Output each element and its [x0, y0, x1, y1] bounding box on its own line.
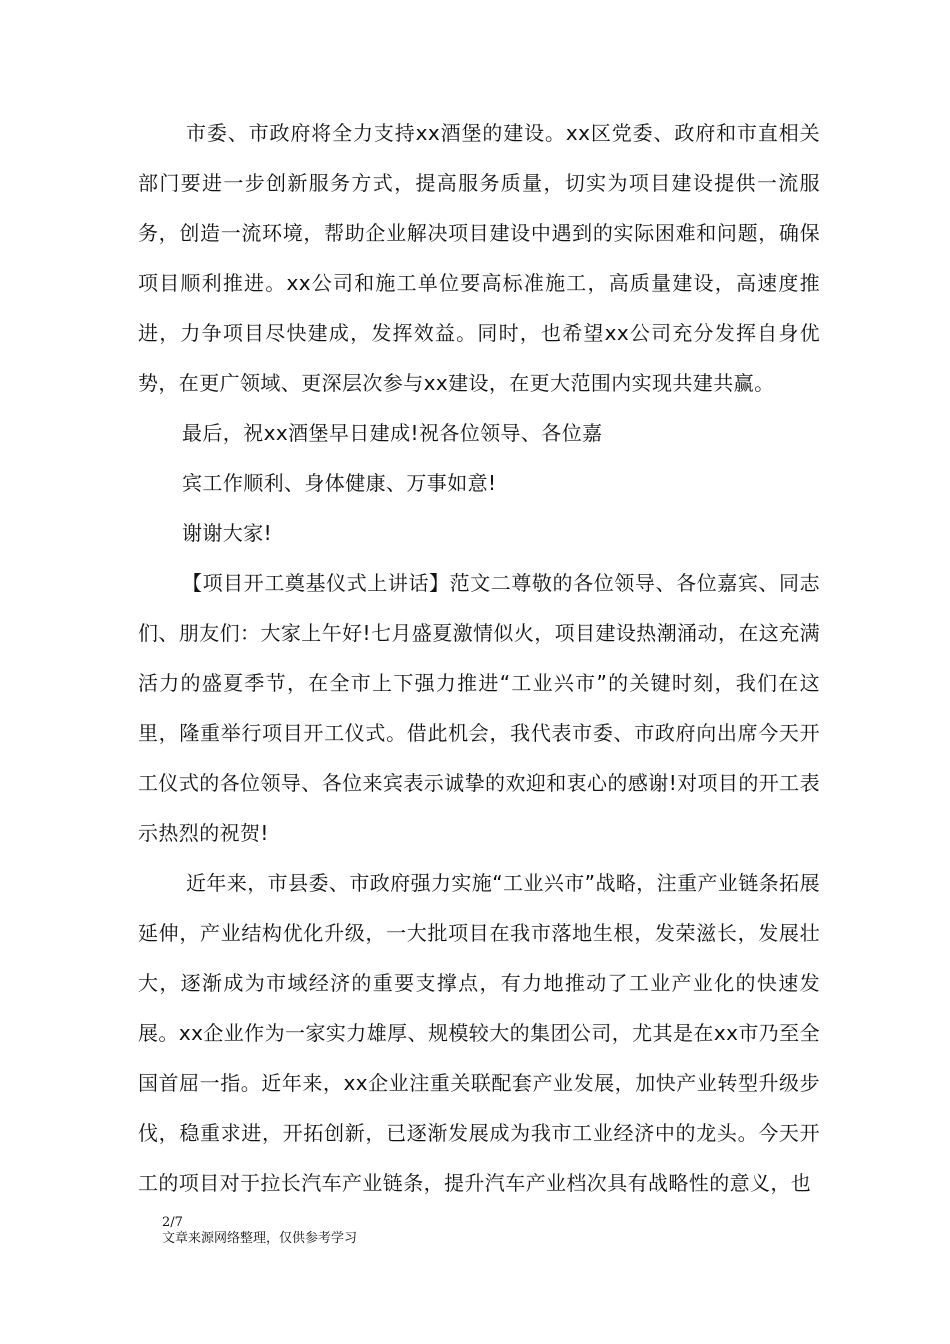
paragraph-support: 市委、市政府将全力支持xx酒堡的建设。xx区党委、政府和市直相关部门要进一步创新服务方式，提高服务质量，切实为项目建设提供一流服务，创造一流环境，帮助企业解决项目建设中遇到的实际困难和问题，确保项目顺利推进。xx公司和施工单位要高标准施工，高质量建设，高速度推进，力争项目尽快建成，发挥效益。同时，也希望xx公司充分发挥自身优势，在更广领域、更深层次参与xx建设，在更大范围内实现共建共赢。 [138, 121, 820, 395]
paragraph-closing-wish-continued: 宾工作顺利、身体健康、万事如意! [182, 471, 497, 495]
page-footer [162, 1215, 582, 1247]
page-number: 2/7 [162, 1215, 183, 1230]
paragraph-sample-two: 【项目开工奠基仪式上讲话】范文二尊敬的各位领导、各位嘉宾、同志们、朋友们：大家上午好!七月盛夏激情似火，项目建设热潮涌动，在这充满活力的盛夏季节，在全市上下强力推进“工业兴市”的关键时刻，我们在这里，隆重举行项目开工仪式。借此机会，我代表市委、市政府向出席今天开工仪式的各位领导、各位来宾表示诚挚的欢迎和衷心的感谢!对项目的开工表示热烈的祝贺! [138, 571, 820, 845]
paragraph-thanks: 谢谢大家! [182, 521, 273, 545]
document-body [138, 108, 820, 1208]
footer-note: 文章来源网络整理，仅供参考学习 [162, 1231, 358, 1246]
paragraph-recent-years: 近年来，市县委、市政府强力实施“工业兴市”战略，注重产业链条拓展延伸，产业结构优化升级，一大批项目在我市落地生根，发荣滋长，发展壮大，逐渐成为市域经济的重要支撑点，有力地推动了工业产业化的快速发展。xx企业作为一家实力雄厚、规模较大的集团公司，尤其是在xx市乃至全国首屈一指。近年来，xx企业注重关联配套产业发展，加快产业转型升级步伐，稳重求进，开拓创新，已逐渐发展成为我市工业经济中的龙头。今天开工的项目对于拉长汽车产业链条，提升汽车产业档次具有战略性的意义，也 [138, 871, 820, 1195]
paragraph-closing-wish: 最后，祝xx酒堡早日建成!祝各位领导、各位嘉 [182, 421, 603, 445]
